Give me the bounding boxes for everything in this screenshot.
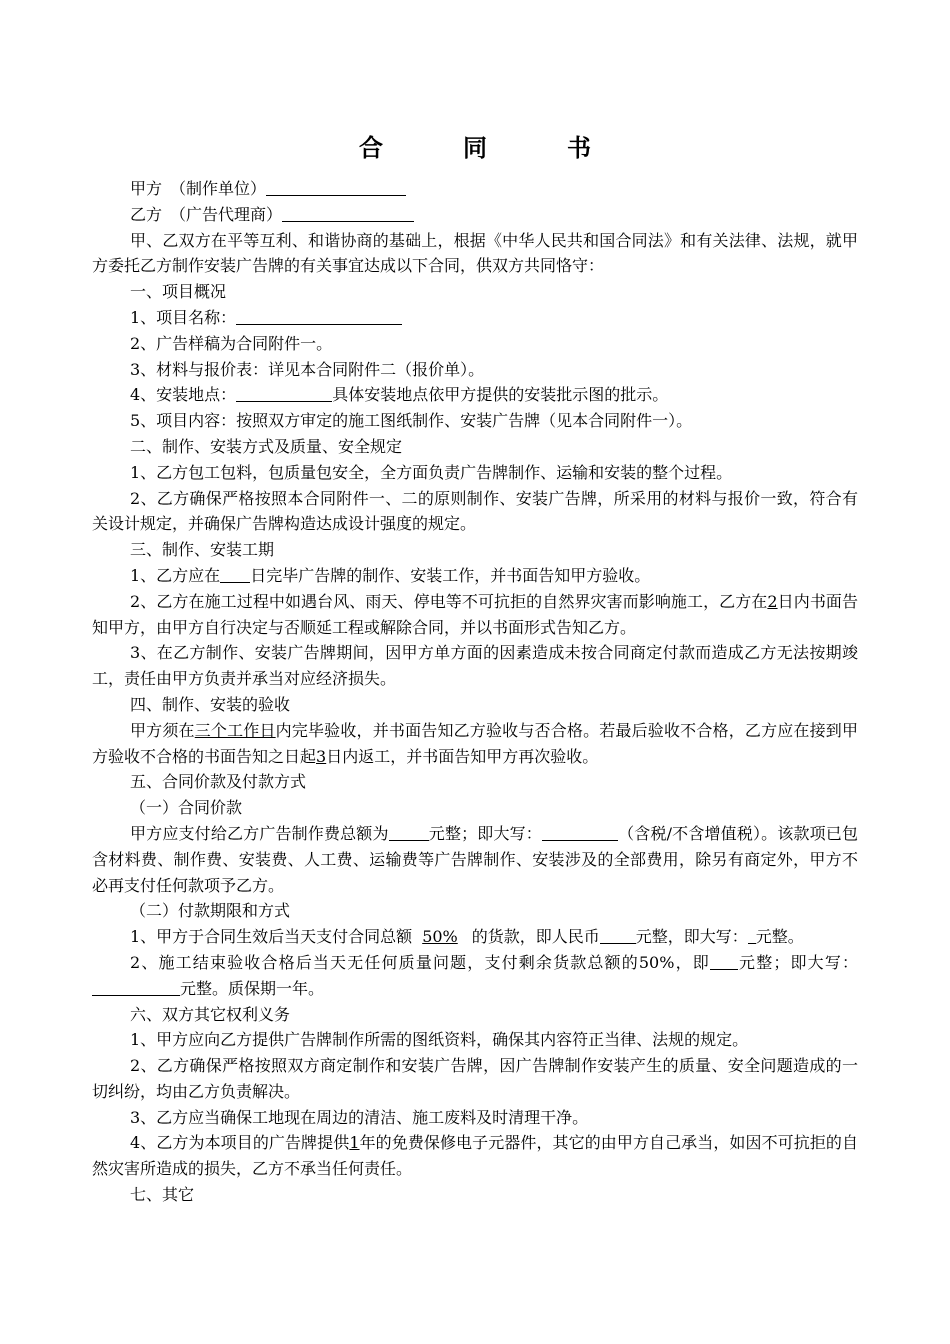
rework-days: 3 xyxy=(316,746,327,766)
down-payment-percent: 50% xyxy=(422,927,458,947)
party-b-line xyxy=(92,202,858,228)
total-amount-blank xyxy=(389,824,429,841)
balance-amount-words-blank xyxy=(92,979,180,996)
s5-pay2-text-b: 元整；即大写： xyxy=(737,952,858,972)
s4-text-a: 甲方须在 xyxy=(130,720,195,740)
down-payment-amount-blank xyxy=(600,927,636,944)
down-payment-words-blank xyxy=(748,927,756,944)
section-3-heading: 三、制作、安装工期 xyxy=(130,540,275,560)
s1-item4-text-b: 具体安装地点依甲方提供的安装批示图的批示。 xyxy=(332,385,669,405)
s3-item1-text-b: 日完毕广告牌的制作、安装工作，并书面告知甲方验收。 xyxy=(250,565,651,585)
total-amount-words-blank xyxy=(542,824,618,841)
s5-price-paragraph xyxy=(92,821,858,898)
s3-item2-text-b: 日内书面告知甲方，由甲方自行决定与否顺延工程或解除合同，并以书面形式告知乙方。 xyxy=(92,591,858,637)
s1-item4-text-a: 4、安装地点： xyxy=(130,385,237,405)
s5-pay1-text-b: 的货款，即人民币 xyxy=(471,927,600,947)
s5-pay1-text-c: 元整，即大写： xyxy=(635,927,748,947)
s5-pay1 xyxy=(92,924,858,950)
days-blank xyxy=(220,566,250,583)
warranty-years: 1 xyxy=(349,1133,360,1153)
s6-item4-text-b: 年的免费保修电子元器件，其它的由甲方自己承当，如因不可抗拒的自然灾害所造成的损失，乙方不承当任何责任。 xyxy=(92,1133,858,1179)
section-4-heading: 四、制作、安装的验收 xyxy=(130,694,291,714)
s2-item1: 1、乙方包工包料，包质量包安全，全方面负责广告牌制作、运输和安装的整个过程。 xyxy=(130,462,733,482)
section-6-heading: 六、双方其它权利义务 xyxy=(130,1004,291,1024)
s1-item5: 5、项目内容：按照双方审定的施工图纸制作、安装广告牌（见本合同附件一）。 xyxy=(130,411,693,431)
acceptance-period: 三个工作日 xyxy=(194,720,276,740)
s5-price-text-c: （含税/不含增值税）。该款项已包含材料费、制作费、安装费、人工费、运输费等广告牌制作、安装涉及的全部费用，除另有商定外，甲方不必再支付任何款项予乙方。 xyxy=(92,823,858,895)
s1-item4 xyxy=(92,382,858,408)
s5-pay2 xyxy=(92,950,858,1002)
balance-amount-blank xyxy=(710,953,738,970)
party-a-line xyxy=(92,176,858,202)
project-name-blank xyxy=(236,308,402,325)
section-1-heading: 一、项目概况 xyxy=(130,282,227,302)
s3-item1-text-a: 1、乙方应在 xyxy=(130,565,221,585)
s6-item4-text-a: 4、乙方为本项目的广告牌提供 xyxy=(130,1133,350,1153)
s6-item2: 2、乙方确保严格按照双方商定制作和安装广告牌，因广告牌制作安装产生的质量、安全问题造成的一切纠纷，均由乙方负责解决。 xyxy=(92,1056,858,1101)
section-7-heading: 七、其它 xyxy=(130,1185,195,1205)
s2-item2: 2、乙方确保严格按照本合同附件一、二的原则制作、安装广告牌，所采用的材料与报价一致，符合有关设计规定，并确保广告牌构造达成设计强度的规定。 xyxy=(92,488,858,534)
install-location-blank xyxy=(236,385,332,402)
intro-paragraph: 甲、乙双方在平等互利、和谐协商的基础上，根据《中华人民共和国合同法》和有关法律、法规，就甲方委托乙方制作安装广告牌的有关事宜达成以下合同，供双方共同恪守： xyxy=(92,230,858,276)
s5-price-text-a: 甲方应支付给乙方广告制作费总额为 xyxy=(130,823,389,843)
s1-item3: 3、材料与报价表：详见本合同附件二（报价单）。 xyxy=(130,359,485,379)
s5-price-text-b: 元整；即大写： xyxy=(428,823,542,843)
party-b-label: 乙方 （广告代理商） xyxy=(130,204,283,224)
party-a-label: 甲方 （制作单位） xyxy=(130,179,267,198)
s1-item2: 2、广告样稿为合同附件一。 xyxy=(130,333,333,353)
s5-sub1-heading: （一）合同价款 xyxy=(130,798,243,818)
s3-item2-text-a: 2、乙方在施工过程中如遇台风、雨天、停电等不可抗拒的自然界灾害而影响施工，乙方在 xyxy=(130,591,768,611)
s4-text-c: 日内返工，并书面告知甲方再次验收。 xyxy=(326,746,599,766)
notice-days: 2 xyxy=(767,591,778,611)
s1-item1 xyxy=(92,305,858,331)
section-5-heading: 五、合同价款及付款方式 xyxy=(130,772,307,792)
s5-sub2-heading: （二）付款期限和方式 xyxy=(130,901,291,921)
s5-pay2-text-c: 元整。质保期一年。 xyxy=(180,978,325,998)
s6-item1: 1、甲方应向乙方提供广告牌制作所需的图纸资料，确保其内容符正当律、法规的规定。 xyxy=(130,1030,749,1050)
s5-pay1-text-a: 1、甲方于合同生效后当天支付合同总额 xyxy=(130,927,413,947)
party-a-blank xyxy=(266,179,406,196)
s6-item4 xyxy=(92,1130,858,1182)
party-b-blank xyxy=(282,205,414,222)
s4-paragraph xyxy=(92,718,858,770)
s3-item3: 3、在乙方制作、安装广告牌期间，因甲方单方面的因素造成未按合同商定付款而造成乙方无法按期竣工，责任由甲方负责并承当对应经济损失。 xyxy=(92,643,858,689)
document-title: 合 同 书 xyxy=(359,133,619,162)
contract-document xyxy=(92,130,858,1208)
s3-item1 xyxy=(92,563,858,589)
s5-pay1-text-d: 元整。 xyxy=(755,927,804,947)
s5-pay2-text-a: 2、施工结束验收合格后当天无任何质量问题，支付剩余货款总额的50%，即 xyxy=(130,952,710,972)
s6-item3: 3、乙方应当确保工地现在周边的清洁、施工废料及时清理干净。 xyxy=(130,1107,589,1127)
s1-item1-text: 1、项目名称： xyxy=(130,307,237,327)
s3-item2 xyxy=(92,589,858,641)
section-2-heading: 二、制作、安装方式及质量、安全规定 xyxy=(130,436,403,456)
s4-text-b: 内完毕验收，并书面告知乙方验收与否合格。若最后验收不合格，乙方应在接到甲方验收不合格的书面告知之日起 xyxy=(92,720,858,766)
